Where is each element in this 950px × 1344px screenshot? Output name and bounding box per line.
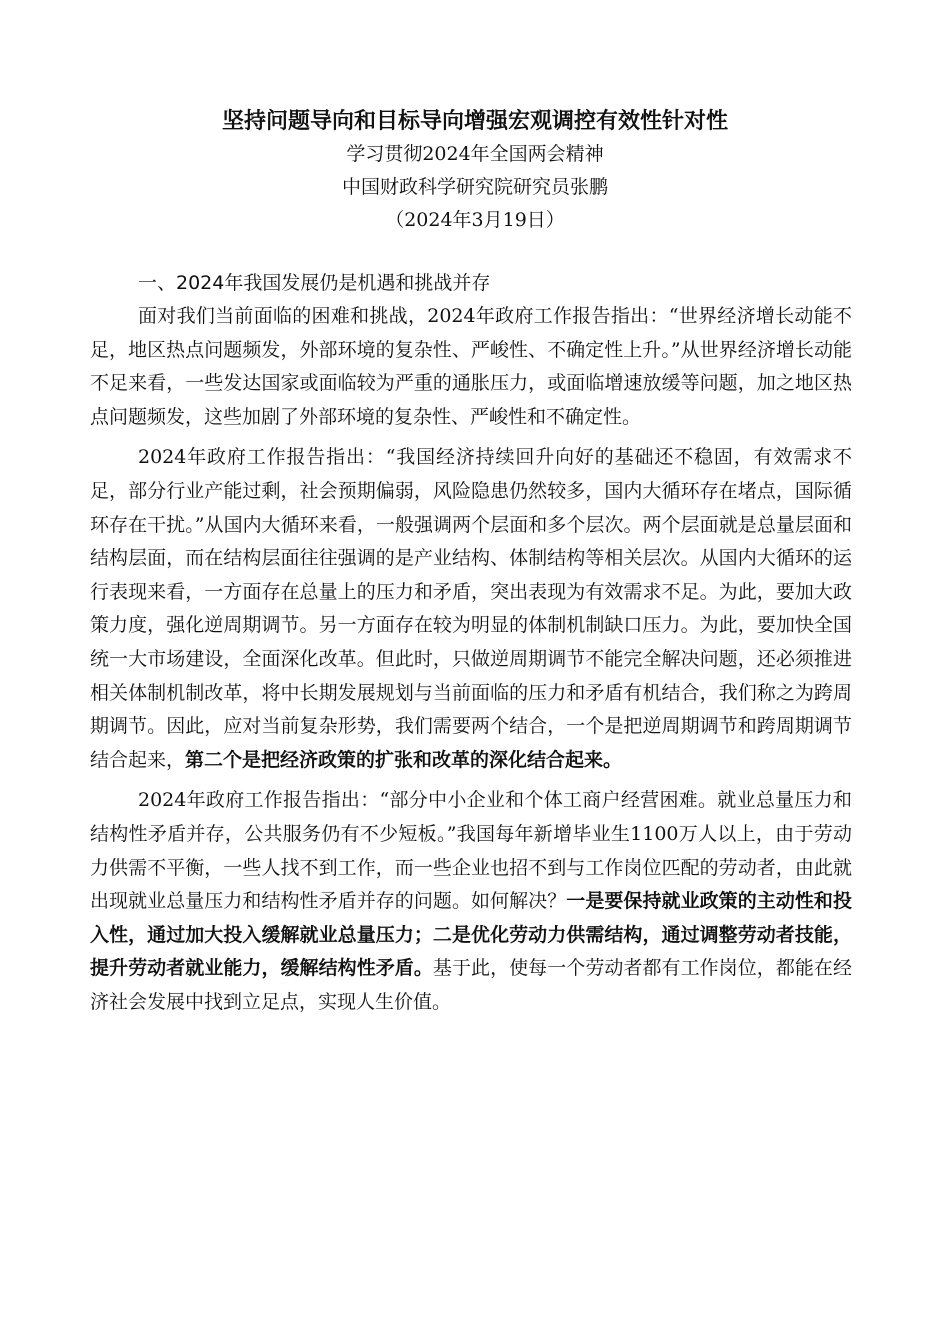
- document-author: 中国财政科学研究院研究员张鹏: [341, 176, 608, 198]
- paragraph-2-bold: 第二个是把经济政策的扩张和改革的深化结合起来。: [185, 748, 623, 771]
- document-title: 坚持问题导向和目标导向增强宏观调控有效性针对性: [221, 108, 728, 134]
- document-date: （2024年3月19日）: [385, 209, 565, 231]
- paragraph-3: [90, 784, 852, 1019]
- paragraph-1: 面对我们当前面临的困难和挑战，2024年政府工作报告指出：“世界经济增长动能不足，地区热点问题频发，外部环境的复杂性、严峻性、不确定性上升。”从世界经济增长动能不足来看，一些发达国家或面临较为严重的通胀压力，或面临增速放缓等问题，加之地区热点问题频发，这些加剧了外部环境的复杂性、严峻性和不确定性。: [90, 305, 852, 428]
- document-subtitle: 学习贯彻2024年全国两会精神: [346, 143, 604, 165]
- document-header: [90, 104, 860, 237]
- paragraph-2: [90, 441, 852, 777]
- paragraph-3-bold: 一是要保持就业政策的主动性和投入性，通过加大投入缓解就业总量压力；二是优化劳动力供需结构，通过调整劳动者技能，提升劳动者就业能力，缓解结构性矛盾。: [90, 890, 852, 980]
- paragraph-2-text: 2024年政府工作报告指出：“我国经济持续回升向好的基础还不稳固，有效需求不足，部分行业产能过剩，社会预期偏弱，风险隐患仍然较多，国内大循环存在堵点，国际循环存在干扰。”从国内大循环来看，一般强调两个层面和多个层次。两个层面就是总量层面和结构层面，而在结构层面往往强调的是产业结构、体制结构等相关层次。从国内大循环的运行表现来看，一方面存在总量上的压力和矛盾，突出表现为有效需求不足。为此，要加大政策力度，强化逆周期调节。另一方面存在较为明显的体制机制缺口压力。为此，要加快全国统一大市场建设，全面深化改革。但此时，只做逆周期调节不能完全解决问题，还必须推进相关体制机制改革，将中长期发展规划与当前面临的压力和矛盾有机结合，我们称之为跨周期调节。因此，应对当前复杂形势，我们需要两个结合，一个是把逆周期调节和跨周期调节结合起来，: [90, 446, 852, 771]
- document-body: [90, 266, 852, 1026]
- section-heading: 一、2024年我国发展仍是机遇和挑战并存: [138, 272, 491, 294]
- paragraph-3-text: 2024年政府工作报告指出：“部分中小企业和个体工商户经营困难。就业总量压力和结构性矛盾并存，公共服务仍有不少短板。”我国每年新增毕业生1100万人以上，由于劳动力供需不平衡，一些人找不到工作，而一些企业也招不到与工作岗位匹配的劳动者，由此就出现就业总量压力和结构性矛盾并存的问题。如何解决？: [90, 789, 852, 913]
- paragraph-3-tail: 基于此，使每一个劳动者都有工作岗位，都能在经济社会发展中找到立足点，实现人生价值。: [90, 957, 852, 1013]
